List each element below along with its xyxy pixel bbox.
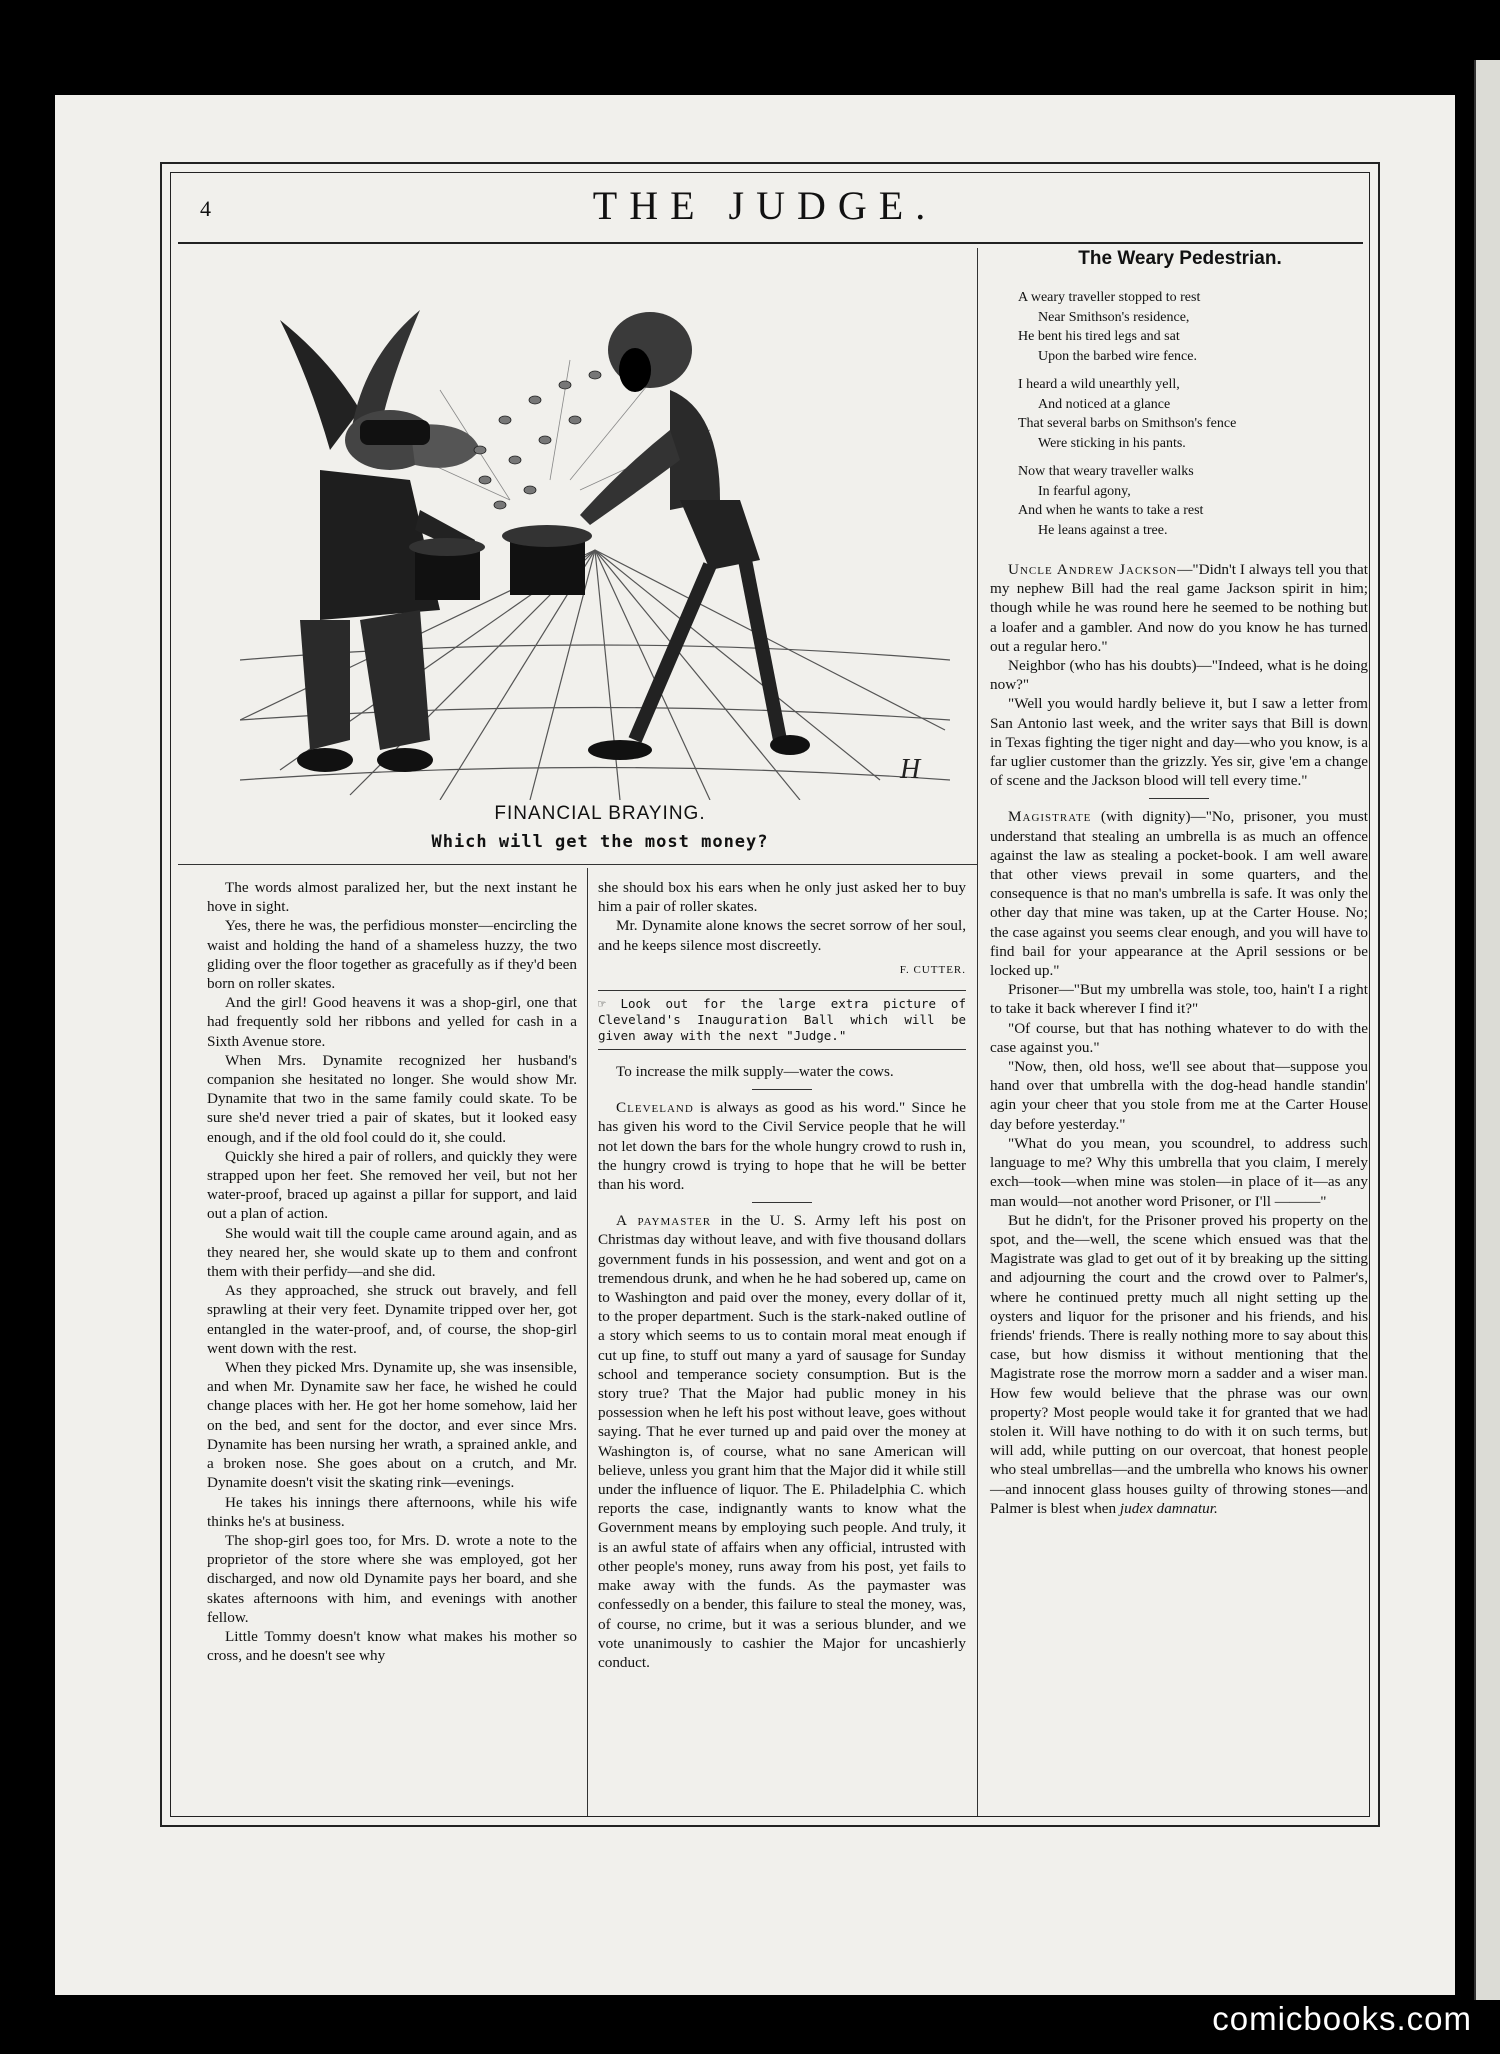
poem-line: And noticed at a glance [1038,396,1171,412]
article-paragraph: "Well you would hardly believe it, but I saw a letter from San Antonio last week, and the writer says that Bill is down in Texas fighting the tiger night and day—who you know, is a far uglier customer than the grizzly. Yes sir, give 'em a change of scene and the Jackson blood will tell every time." [990,695,1368,790]
paragraph-text: is always as good as his word." Since he has given his word to the Civil Service people that he will not let down the bars for the whole hungry crowd to rush in, the hungry crowd is trying to hope that he will be better than his word. [598,1099,966,1194]
poem-line: I heard a wild unearthly yell, [1018,377,1180,392]
poem-line: Near Smithson's residence, [1038,309,1190,325]
cartoon-title: FINANCIAL BRAYING. [494,803,706,824]
masthead-rule [178,242,1363,244]
masthead-title: THE JUDGE. [592,183,938,228]
article-paragraph: Neighbor (who has his doubts)—"Indeed, what is he doing now?" [990,657,1368,694]
article-paragraph: And the girl! Good heavens it was a shop-girl, one that had frequently sold her ribbons and yelled for cash in a Sixth Avenue store. [207,994,577,1050]
lead-word: Uncle Andrew Jackson [1008,561,1178,578]
page-edge [1474,60,1500,2000]
article-column-2 [598,878,966,1672]
lead-word: Cleveland [616,1099,694,1117]
poem-line: He bent his tired legs and sat [1018,329,1180,344]
poem-stanza [1018,288,1348,366]
article-paragraph: Prisoner—"But my umbrella was stole, too, hain't I a right to take it back wherever I find it?" [990,981,1368,1018]
article-paragraph: Quickly she hired a pair of rollers, and quickly they were strapped upon her feet. She removed her veil, but not her water-proof, braced up against a pillar for support, and laid out a plan of action. [207,1147,577,1223]
section-divider [752,1202,812,1203]
article-paragraph: she should box his ears when he only just asked her to buy him a pair of roller skates. [598,879,966,916]
paragraph-text: (with dignity)—"No, prisoner, you must understand that stealing an umbrella is as much an offence against the law as stealing a pocket-book. I am well aware that other views prevail in some quarters, and the consequence is that no man's umbrella is safe. It was only the other day that mine was taken, up at the Carter House. No; the case against you seems clear enough, and you will have to find bail for your appearance at the April sessions or be locked up." [990,808,1368,980]
page-number: 4 [200,196,211,221]
lead-word: Magistrate [1008,808,1092,826]
article-paragraph: Yes, there he was, the perfidious monster—encircling the waist and holding the hand of a shameless huzzy, the two gliding over the floor together as gracefully as if they'd been born on roller skates. [207,917,577,993]
poem-line: Upon the barbed wire fence. [1038,348,1197,364]
poem-line: That several barbs on Smithson's fence [1018,416,1237,431]
poem-stanza [1018,462,1348,540]
article-paragraph: The shop-girl goes too, for Mrs. D. wrote a note to the proprietor of the store where she was employed, got her discharged, and now old Dynamite pays her board, and she skates afternoons with him, and evenings with another fellow. [207,1531,577,1626]
cartoon-subtitle: Which will get the most money? [431,832,769,852]
paragraph-text: —"Didn't I always tell you that my nephew Bill had the real game Jackson spirit in him; though while he was round here he seemed to be nothing but a loafer and a gambler. And now do you know he has turned out a regular hero." [990,561,1368,655]
poem-line: Now that weary traveller walks [1018,464,1194,479]
column-rule-right [977,248,978,1816]
extra-picture-notice: ☞ Look out for the large extra picture of Cleveland's Inauguration Ball which will be given away with the next "Judge." [598,990,966,1050]
article-paragraph: The words almost paralized her, but the next instant he hove in sight. [207,879,577,916]
section-divider [752,1089,812,1090]
article-paragraph: Little Tommy doesn't know what makes his mother so cross, and he doesn't see why [207,1627,577,1665]
poem-stanza [1018,375,1348,453]
poem-body [1018,288,1348,549]
paragraph-text: in the U. S. Army left his post on Christmas day without leave, and with five thousand dollars government funds in his possession, and went and got on a tremendous drunk, and when he he had sobered up, came on to Washington and paid over the money, every dollar of it, to the proper department. Such is the stark-naked outline of a story which seems to us to contain moral meat enough if cut up fine, to stuff out many a yard of sausage for Sunday school and temperance society consumption. But is the story true? That the Major had public money in his possession when he left his post without leave, goes without saying. That he ever turned up and paid over the money at Washington is, of course, what no sane American will believe, unless you grant him that the Major did it while still under the influence of liquor. The E. Philadelphia C. which reports the case, indignantly wants to know what the Government means by employing such people. And truly, it is an awful state of affairs when any official, intrusted with other people's money, runs away from his post, yet fails to make away with the funds. As the paymaster was confessedly on a bender, this failure to steal the money, was, of course, no crime, but it was a serious blunder, and we vote unanimously to cashier the Major for uncashierly conduct. [598,1212,967,1671]
article-column-3 [990,560,1368,1518]
article-column-1 [207,878,577,1665]
article-paragraph [598,1211,966,1672]
article-paragraph [598,1098,966,1194]
article-paragraph: "What do you mean, you scoundrel, to address such language to me? Why this umbrella that you claim, I merely exch—took—when mine was stolen—in place of it—as any man would—not another word Prisoner, or I'll ———" [990,1134,1368,1210]
section-divider [1149,798,1209,799]
watermark: comicbooks.com [1212,2000,1472,2037]
author-signature: F. CUTTER. [899,963,966,976]
column-rule-left [587,868,588,1816]
poem-line: A weary traveller stopped to rest [1018,290,1201,305]
article-paragraph: Mr. Dynamite alone knows the secret sorrow of her soul, and he keeps silence most discreetly. [598,917,966,954]
poem-line: In fearful agony, [1038,483,1131,499]
lead-word: A paymaster [616,1212,712,1230]
article-paragraph: "Of course, but that has nothing whatever to do with the case against you." [990,1019,1368,1056]
article-paragraph: As they approached, she struck out bravely, and fell sprawling at their very feet. Dynamite tripped over her, got entangled in the water-proof, and, of course, the shop-girl went down with the rest. [207,1282,577,1357]
cartoon-bottom-rule [178,864,977,865]
article-paragraph: He takes his innings there afternoons, while his wife thinks he's at business. [207,1493,577,1530]
poem-line: He leans against a tree. [1038,522,1168,538]
poem-line: And when he wants to take a rest [1018,503,1204,518]
article-paragraph: When Mrs. Dynamite recognized her husband's companion she hesitated no longer. She would show Mr. Dynamite that two in the same family could skate. To be sure she'd never tried a pair of skates, but it looked easy enough, and if the old fool could do it, she could. [207,1051,577,1146]
article-paragraph: She would wait till the couple came around again, and as they neared her, she would skate up to them and confront them with their perfidy—and she did. [207,1224,577,1281]
cartoon-illustration [240,300,950,800]
article-paragraph [990,560,1368,656]
article-paragraph: When they picked Mrs. Dynamite up, she was insensible, and when Mr. Dynamite saw her face, he wished he could change places with her. He got her home somehow, laid her on the bed, and sent for the doctor, and ever since Mrs. Dynamite has been nursing her wrath, a sprained ankle, and a broken nose. She goes about on a crutch, and Mr. Dynamite doesn't visit the skating rink—evenings. [207,1359,577,1492]
latin-phrase: judex damnatur. [1119,1499,1218,1517]
poem-title: The Weary Pedestrian. [1078,248,1282,269]
artist-signature: H [900,754,921,785]
article-paragraph [990,1211,1368,1518]
article-paragraph: "Now, then, old hoss, we'll see about that—suppose you hand over that umbrella with the dog-head handle standin' agin your cheer that you stole from me at the Carter House day before yesterday." [990,1058,1368,1133]
paragraph-text: But he didn't, for the Prisoner proved his property on the spot, and the—well, the scene which ensued was that the Magistrate was glad to get out of it by breaking up the sitting and adjourning the court and the crowd over to Palmer's, where he continued pretty much all night setting up the oysters and liquor for the prisoner and his friends, and his friends' friends. There is really nothing more to say about this case, but how dismiss it without mentioning that the Magistrate rose the morrow morn a sadder and a wiser man. How few would believe that the phrase was our own property? Most people would take it for granted that we had stolen it. Will have nothing to do with it on such terms, but will add, while putting on our overcoat, that honest people who steal umbrellas—and the umbrella who knows his owner—and innocent glass houses guilty of throwing stones—and Palmer is blest when [990,1211,1368,1517]
poem-line: Were sticking in his pants. [1038,435,1186,451]
article-paragraph [990,807,1368,980]
article-paragraph: To increase the milk supply—water the cows. [616,1063,894,1081]
